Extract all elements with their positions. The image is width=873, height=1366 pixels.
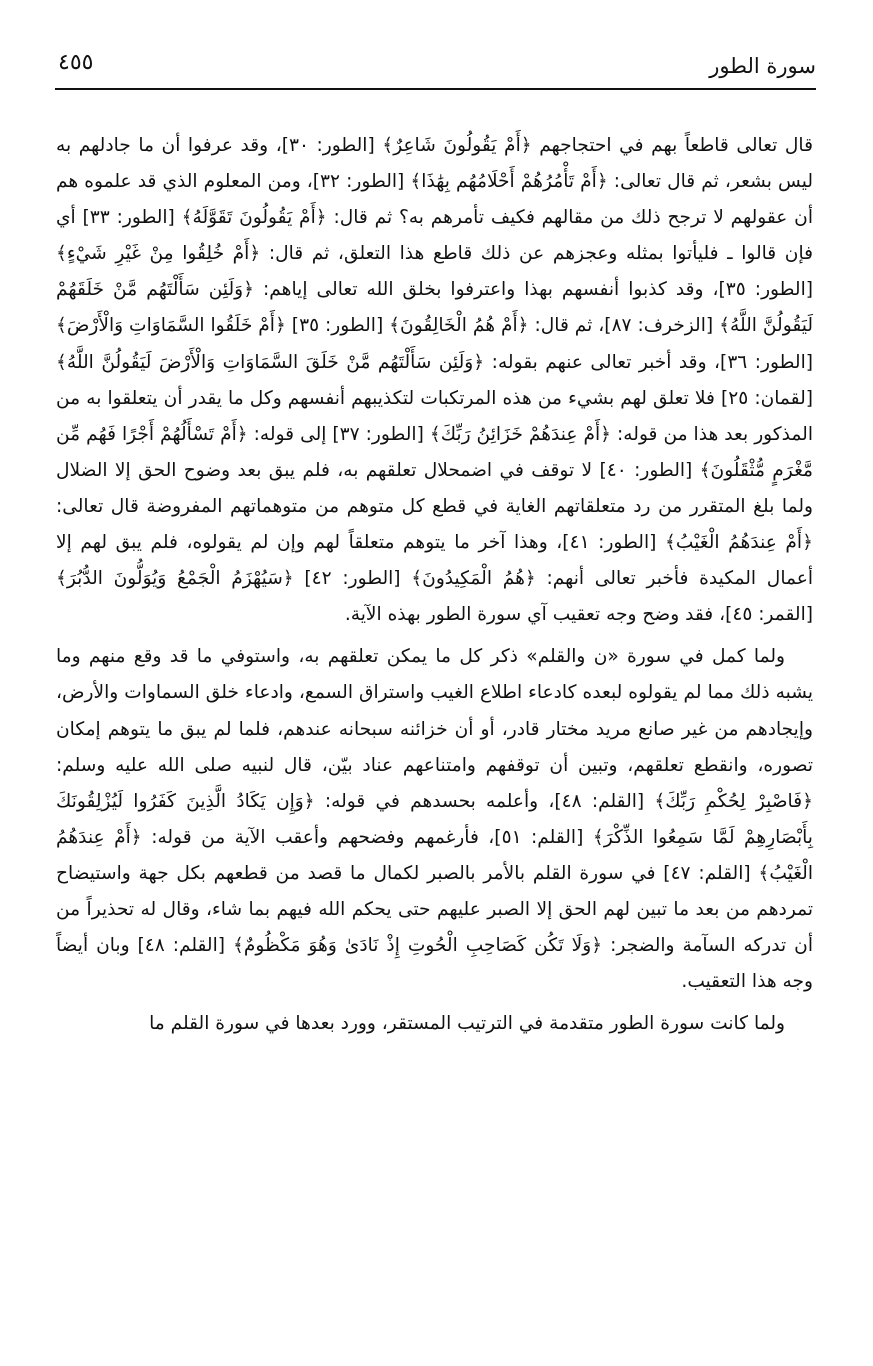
paragraph-3: ولما كانت سورة الطور متقدمة في الترتيب المستقر، وورد بعدها في سورة القلم ما — [149, 1013, 785, 1035]
body-text — [56, 128, 813, 1042]
page-header — [55, 46, 816, 90]
running-title: سورة الطور — [709, 54, 816, 78]
paragraph-1: قال تعالى قاطعاً بهم في احتجاجهم ﴿أَمْ يَقُولُونَ شَاعِرٌ﴾ [الطور: ٣٠]، وقد عرفوا أن ما جادلهم به ليس بشعر، ثم قال تعالى: ﴿أَمْ تَأْمُرُهُمْ أَحْلَامُهُم بِهَٰذَا﴾ [الطور: ٣٢]، ومن المعلوم الذي قد علموه هم أن عقولهم لا ترجح ذلك من مقالهم فكيف تأمرهم به؟ ثم قال: ﴿أَمْ يَقُولُونَ تَقَوَّلَهُ﴾ [الطور: ٣٣] أي فإن قالوا ـ فليأتوا بمثله وعجزهم عن ذلك قاطع هذا التعلق، ثم قال: ﴿أَمْ خُلِقُوا مِنْ غَيْرِ شَيْءٍ﴾ [الطور: ٣٥]، وقد كذبوا أنفسهم بهذا واعترفوا بخلق الله تعالى إياهم: ﴿وَلَئِن سَأَلْتَهُم مَّنْ خَلَقَهُمْ لَيَقُولُنَّ اللَّهُ﴾ [الزخرف: ٨٧]، ثم قال: ﴿أَمْ هُمُ الْخَالِقُونَ﴾ [الطور: ٣٥] ﴿أَمْ خَلَقُوا السَّمَاوَاتِ وَالْأَرْضَ﴾ [الطور: ٣٦]، وقد أخبر تعالى عنهم بقوله: ﴿وَلَئِن سَأَلْتَهُم مَّنْ خَلَقَ السَّمَاوَاتِ وَالْأَرْضَ لَيَقُولُنَّ اللَّهُ﴾ [لقمان: ٢٥] فلا تعلق لهم بشيء من هذه المرتكبات لتكذيبهم أنفسهم وكل ما يقدر أن يتعلقوا به من المذكور بعد هذا من قوله: ﴿أَمْ عِندَهُمْ خَزَائِنُ رَبِّكَ﴾ [الطور: ٣٧] إلى قوله: ﴿أَمْ تَسْأَلُهُمْ أَجْرًا فَهُم مِّن مَّغْرَمٍ مُّثْقَلُونَ﴾ [الطور: ٤٠] لا توقف في اضمحلال تعلقهم به، فلم يبق بعد وضوح الحق إلا الضلال ولما بلغ المتقرر من رد متعلقاتهم الغاية في قطع كل متوهم من متوهماتهم المفروضة قال تعالى: ﴿أَمْ عِندَهُمُ الْغَيْبُ﴾ [الطور: ٤١]، وهذا آخر ما يتوهم متعلقاً لهم وإن لم يقولوه، فلم يبق لهم إلا أعمال المكيدة فأخبر تعالى أنهم: ﴿هُمُ الْمَكِيدُونَ﴾ [الطور: ٤٢] ﴿سَيُهْزَمُ الْجَمْعُ وَيُوَلُّونَ الدُّبُرَ﴾ [القمر: ٤٥]، فقد وضح وجه تعقيب آي سورة الطور بهذه الآية. — [56, 135, 814, 626]
paragraph-2: ولما كمل في سورة «ن والقلم» ذكر كل ما يمكن تعلقهم به، واستوفي ما قد وقع منهم وما يشبه ذلك مما لم يقولوه لبعده كادعاء اطلاع الغيب واستراق السمع، وادعاء خلق السماوات والأرض، وإيجادهم من غير صانع مريد مختار قادر، أو أن خزائنه سبحانه عندهم، فلما لم يبق ما يتوهم إمكان تصوره، وانقطع تعلقهم، وتبين أن توقفهم وامتناعهم عناد بيّن، قال لنبيه صلى الله عليه وسلم: ﴿فَاصْبِرْ لِحُكْمِ رَبِّكَ﴾ [القلم: ٤٨]، وأعلمه بحسدهم في قوله: ﴿وَإِن يَكَادُ الَّذِينَ كَفَرُوا لَيُزْلِقُونَكَ بِأَبْصَارِهِمْ لَمَّا سَمِعُوا الذِّكْرَ﴾ [القلم: ٥١]، فأرغمهم وفضحهم وأعقب الآية من قوله: ﴿أَمْ عِندَهُمُ الْغَيْبُ﴾ [القلم: ٤٧] في سورة القلم بالأمر بالصبر لكمال ما قصد من قطعهم بكل جهة واستيضاح تمردهم من بعد ما تبين لهم الحق إلا الصبر عليهم حتى يحكم الله فيهم بما شاء، وقال له تحذيراً من أن تدركه السآمة والضجر: ﴿وَلَا تَكُن كَصَاحِبِ الْحُوتِ إِذْ نَادَىٰ وَهُوَ مَكْظُومٌ﴾ [القلم: ٤٨] وبان أيضاً وجه هذا التعقيب. — [56, 646, 813, 993]
header-rule — [55, 88, 816, 90]
page-number: ٤٥٥ — [58, 50, 94, 75]
